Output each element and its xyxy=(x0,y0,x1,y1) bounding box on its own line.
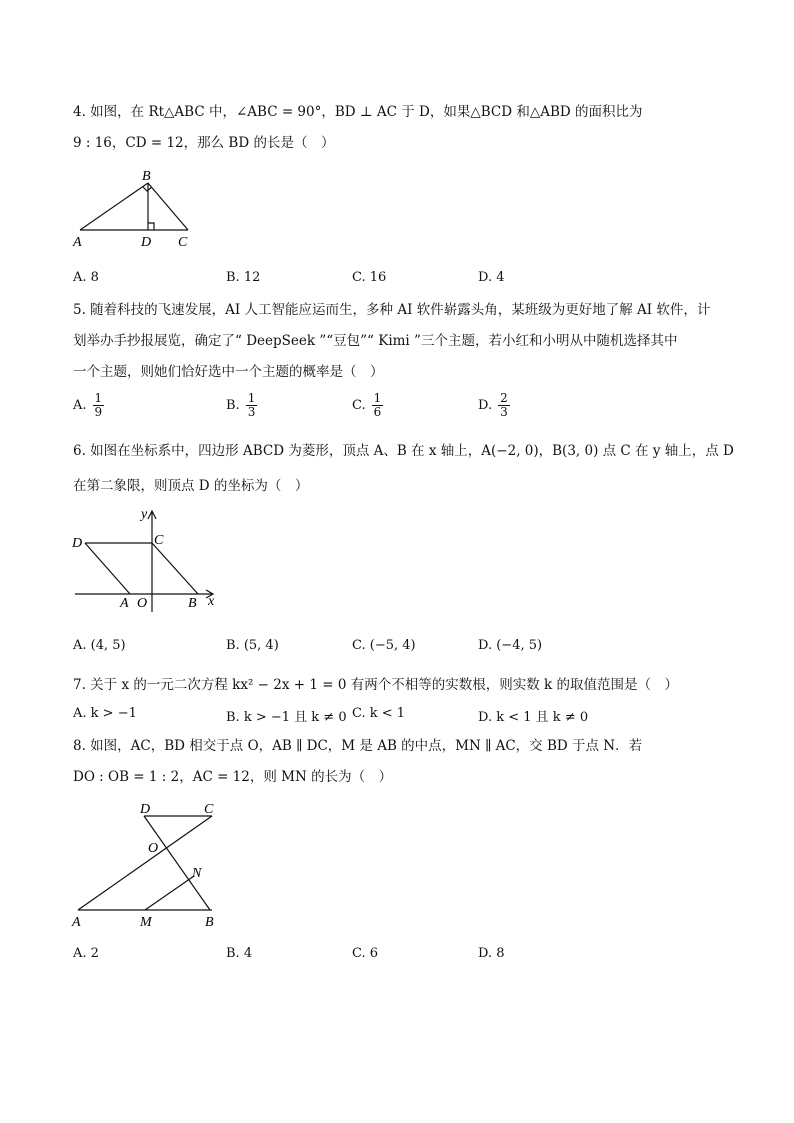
q4-label-a: A xyxy=(73,235,82,250)
q6-rhombus-figure xyxy=(70,502,220,614)
q6-stem-line2: 在第二象限，则顶点 D 的坐标为（ ） xyxy=(73,478,309,494)
q6-stem-line1: 6. 如图在坐标系中，四边形 ABCD 为菱形，顶点 A、B 在 x 轴上，A(−2, 0)，B(3, 0) 点 C 在 y 轴上，点 D xyxy=(73,443,734,459)
q8-option-d[interactable]: D. 8 xyxy=(478,946,505,961)
q5-option-a-fraction xyxy=(93,392,105,419)
q5-option-c-letter: C. xyxy=(352,398,366,413)
q5-option-b-numerator: 1 xyxy=(247,391,256,405)
q5-stem-line2: 划举办手抄报展览，确定了“ DeepSeek ”“豆包”“ Kimi ”三个主题，若小红和小明从中随机选择其中 xyxy=(73,333,678,349)
q6-label-b: B xyxy=(188,596,197,611)
q6-option-a[interactable]: A. (4, 5) xyxy=(73,638,126,653)
q8-figure xyxy=(68,796,228,932)
q5-option-d-fraction xyxy=(498,392,510,419)
q4-options xyxy=(73,270,633,292)
q5-option-a[interactable] xyxy=(73,392,104,419)
q8-stem-line2: DO : OB = 1 : 2，AC = 12，则 MN 的长为（ ） xyxy=(73,769,393,785)
q4-triangle-figure xyxy=(70,166,200,252)
q5-option-b-letter: B. xyxy=(226,398,240,413)
q8-label-b: B xyxy=(205,915,214,930)
q6-label-y: y xyxy=(141,507,148,522)
q6-label-x: x xyxy=(208,594,215,609)
q7-stem: 7. 关于 x 的一元二次方程 kx² − 2x + 1 = 0 有两个不相等的实数根，则实数 k 的取值范围是（ ） xyxy=(73,677,678,693)
q8-stem-line1: 8. 如图，AC，BD 相交于点 O，AB ∥ DC，M 是 AB 的中点，MN ∥ AC，交 BD 于点 N．若 xyxy=(73,738,643,754)
q8-label-o: O xyxy=(148,841,159,856)
q4-option-a[interactable]: A. 8 xyxy=(73,270,99,285)
q4-option-b[interactable]: B. 12 xyxy=(226,270,261,285)
q6-option-c[interactable]: C. (−5, 4) xyxy=(352,638,416,653)
q5-option-a-numerator: 1 xyxy=(94,391,103,405)
q8-label-m: M xyxy=(140,915,152,930)
q7-option-b[interactable]: B. k > −1 且 k ≠ 0 xyxy=(226,710,347,725)
q5-option-c[interactable] xyxy=(352,392,383,419)
q7-options xyxy=(73,706,633,728)
q8-label-n: N xyxy=(192,866,202,881)
q4-option-c[interactable]: C. 16 xyxy=(352,270,387,285)
q5-option-c-denominator: 6 xyxy=(373,405,382,419)
q8-label-c: C xyxy=(204,802,214,817)
q6-options xyxy=(73,638,633,660)
q6-label-o: O xyxy=(137,596,148,611)
q5-option-b-denominator: 3 xyxy=(247,405,256,419)
q5-option-d[interactable] xyxy=(478,392,510,419)
q5-stem-line3: 一个主题，则她们恰好选中一个主题的概率是（ ） xyxy=(73,364,384,380)
q4-label-d: D xyxy=(141,235,152,250)
q8-option-a[interactable]: A. 2 xyxy=(73,946,99,961)
q5-option-b[interactable] xyxy=(226,392,257,419)
q5-option-a-denominator: 9 xyxy=(94,405,103,419)
q7-option-a[interactable]: A. k > −1 xyxy=(73,706,137,721)
q5-options xyxy=(73,392,633,426)
q6-option-b[interactable]: B. (5, 4) xyxy=(226,638,279,653)
q5-option-d-numerator: 2 xyxy=(500,391,508,405)
q4-stem-line2: 9 : 16，CD = 12，那么 BD 的长是（ ） xyxy=(73,135,335,151)
q5-stem-line1: 5. 随着科技的飞速发展，AI 人工智能应运而生，多种 AI 软件崭露头角，某班级为更好地了解 AI 软件，计 xyxy=(73,302,711,318)
q8-label-d: D xyxy=(140,802,151,817)
q5-option-a-letter: A. xyxy=(73,398,87,413)
q8-options xyxy=(73,946,633,968)
q6-option-d[interactable]: D. (−4, 5) xyxy=(478,638,543,653)
q5-option-d-denominator: 3 xyxy=(500,405,508,419)
q6-label-a: A xyxy=(120,596,129,611)
q5-option-d-letter: D. xyxy=(478,398,493,413)
q8-option-b[interactable]: B. 4 xyxy=(226,946,253,961)
q8-option-c[interactable]: C. 6 xyxy=(352,946,379,961)
q4-option-d[interactable]: D. 4 xyxy=(478,270,505,285)
q8-label-a: A xyxy=(72,915,81,930)
q7-option-d[interactable]: D. k < 1 且 k ≠ 0 xyxy=(478,710,589,725)
q5-option-b-fraction xyxy=(246,392,258,419)
q4-label-c: C xyxy=(178,235,188,250)
q6-label-d: D xyxy=(72,536,83,551)
q4-label-b: B xyxy=(142,169,151,184)
q4-stem-line1: 4. 如图，在 Rt△ABC 中，∠ABC = 90°，BD ⊥ AC 于 D，如果△BCD 和△ABD 的面积比为 xyxy=(73,104,643,120)
q7-option-c[interactable]: C. k < 1 xyxy=(352,706,406,721)
q5-option-c-fraction xyxy=(372,392,384,419)
q5-option-c-numerator: 1 xyxy=(373,391,382,405)
q6-label-c: C xyxy=(154,533,164,548)
